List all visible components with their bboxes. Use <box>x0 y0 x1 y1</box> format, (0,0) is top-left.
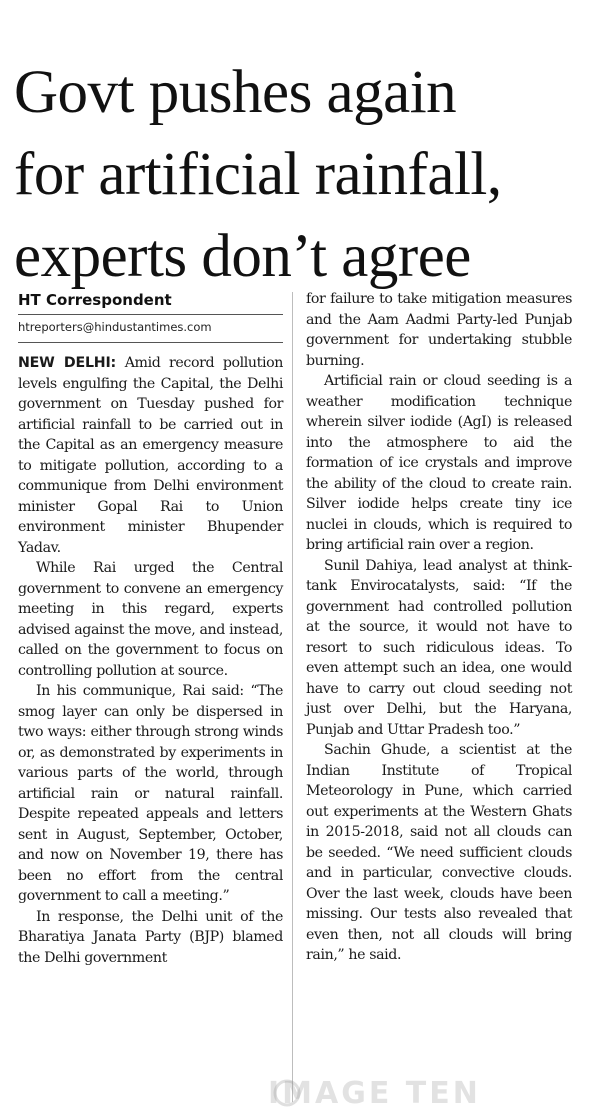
paragraph-text: Amid record pollution levels engulfing the Capital, the Delhi government on Tuesday pushed for artificial rainfall to be carried out in the Capital as an emergency measure to mitigate pollution, according to a communique from Delhi environment minister Gopal Rai to Union environment minister Bhupender Yadav. <box>18 355 283 556</box>
column-right <box>306 289 572 966</box>
paragraph: for failure to take mitigation measures and the Aam Aadmi Party-led Punjab government for undertaking stubble burning. <box>306 291 572 369</box>
column-divider <box>292 292 293 1102</box>
byline-name: HT Correspondent <box>18 290 283 315</box>
headline-line-2: for artificial rainfall, <box>14 141 502 208</box>
paragraph: Artificial rain or cloud seeding is a weather modification technique wherein silver iodide (AgI) is released into the atmosphere to aid the formation of ice crystals and improve the ability of the cloud to create rain. Silver iodide helps create tiny ice nuclei in clouds, which is required to bring artificial rain over a region. <box>306 373 572 553</box>
paragraph: Sachin Ghude, a scientist at the Indian Institute of Tropical Meteorology in Pune, which carried out experiments at the Western Ghats in 2015-2018, said not all clouds can be seeded. “We need sufficient clouds and in particular, convective clouds. Over the last week, clouds have been missing. Our tests also revealed that even then, not all clouds will bring rain,” he said. <box>306 742 572 963</box>
dateline: NEW DELHI: <box>18 355 117 371</box>
headline-line-3: experts don’t agree <box>14 223 471 290</box>
watermark: IMAGE TEN <box>268 1076 481 1111</box>
paragraph: Sunil Dahiya, lead analyst at think-tank Envirocatalysts, said: “If the government had controlled pollution at the source, it would not have to resort to such ridiculous ideas. To even attempt such an idea, one would have to carry out cloud seeding not just over Delhi, but the Haryana, Punjab and Uttar Pradesh too.” <box>306 557 572 738</box>
headline-line-1: Govt pushes again <box>14 59 457 126</box>
paragraph: In his communique, Rai said: “The smog layer can only be dispersed in two ways: either through strong winds or, as demonstrated by experiments in various parts of the world, through artificial rain or natural rainfall. Despite repeated appeals and letters sent in August, September, October, and now on November 19, there has been no effort from the central government to call a meeting.” <box>18 683 283 904</box>
column-left <box>18 290 283 968</box>
headline <box>14 52 599 298</box>
paragraph: While Rai urged the Central government to convene an emergency meeting in this regard, experts advised against the move, and instead, called on the government to focus on controlling pollution at source. <box>18 560 283 679</box>
paragraph <box>18 353 283 558</box>
paragraph: In response, the Delhi unit of the Bharatiya Janata Party (BJP) blamed the Delhi government <box>18 908 283 966</box>
byline-email: htreporters@hindustantimes.com <box>18 319 283 343</box>
